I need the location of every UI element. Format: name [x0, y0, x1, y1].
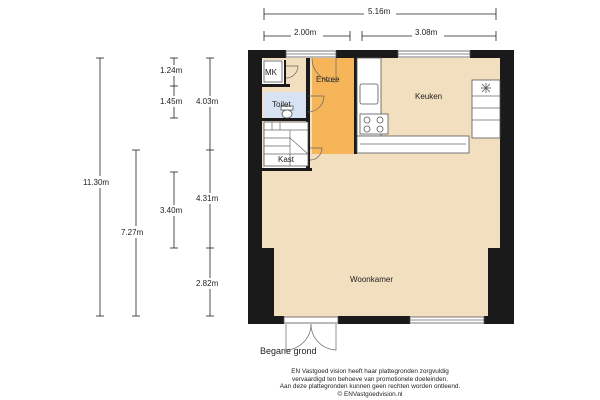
rear-door-frame	[284, 317, 338, 323]
rear-wall-mid	[338, 316, 410, 324]
dim-mk-depth-label: 1.24m	[160, 66, 183, 75]
kitchen-sink	[360, 84, 378, 104]
disclaimer-line-4: © ENVastgoedvision.nl	[337, 390, 403, 398]
room-label-mk: MK	[265, 68, 277, 77]
room-label-toilet: Toilet	[272, 100, 291, 109]
dim-total-depth	[80, 58, 116, 316]
dim-living-depth	[118, 150, 152, 316]
kitchen-bar	[357, 136, 469, 153]
kitchen-hob	[360, 114, 388, 134]
floor-name: Begane grond	[260, 346, 317, 356]
left-wall	[248, 50, 262, 324]
dim-front-section	[193, 58, 227, 150]
mk-wall	[262, 84, 290, 87]
dim-rear-section-label: 2.82m	[196, 279, 219, 288]
rear-wall-left	[248, 316, 284, 324]
right-wall	[500, 50, 514, 324]
dim-right-width-label: 3.08m	[415, 28, 438, 37]
disclaimer-line-3: Aan deze plattegronden kunnen geen rechten worden ontleend.	[279, 383, 461, 391]
toilet-wall-bottom	[262, 118, 308, 121]
entree-floor	[312, 58, 356, 154]
dim-toilet-depth-label: 1.45m	[160, 97, 183, 106]
dim-left-width	[264, 28, 350, 41]
dim-total-width	[264, 6, 496, 20]
rear-pillar-right	[488, 248, 500, 316]
dim-mk-depth	[157, 58, 191, 86]
dim-living-depth-label: 7.27m	[121, 228, 144, 237]
dim-total-depth-label: 11.30m	[83, 178, 110, 187]
rear-pillar-left	[262, 248, 274, 316]
mk-side-wall	[284, 60, 286, 84]
disclaimer-line-2: vervaardigd ten behoeve van promotionele doeleinden.	[292, 375, 448, 383]
dim-rear-section	[193, 248, 227, 316]
front-wall-mid	[336, 50, 398, 58]
entree-wall-right	[354, 58, 357, 154]
dim-total-width-label: 5.16m	[368, 7, 391, 16]
disclaimer	[235, 368, 505, 398]
stair-wall-bottom	[262, 168, 312, 171]
dim-left-width-label: 2.00m	[294, 28, 317, 37]
rear-wall-right	[484, 316, 514, 324]
room-label-keuken: Keuken	[415, 92, 443, 101]
dim-stair-depth-label: 3.40m	[160, 206, 183, 215]
extractor-icon	[481, 83, 491, 93]
room-label-woonkamer: Woonkamer	[350, 275, 393, 284]
dim-toilet-depth	[157, 86, 191, 118]
dim-middle-section-label: 4.31m	[196, 194, 219, 203]
dim-middle-section	[193, 150, 227, 248]
room-label-kast: Kast	[278, 155, 295, 164]
dim-stair-depth	[157, 172, 191, 248]
dim-front-section-label: 4.03m	[196, 97, 219, 106]
dim-right-width	[362, 28, 496, 41]
room-label-entree: Entree	[316, 75, 340, 84]
toilet-bowl	[282, 110, 292, 118]
disclaimer-line-1: EN Vastgoed vision heeft haar plattegronden zorgvuldig	[291, 368, 449, 375]
